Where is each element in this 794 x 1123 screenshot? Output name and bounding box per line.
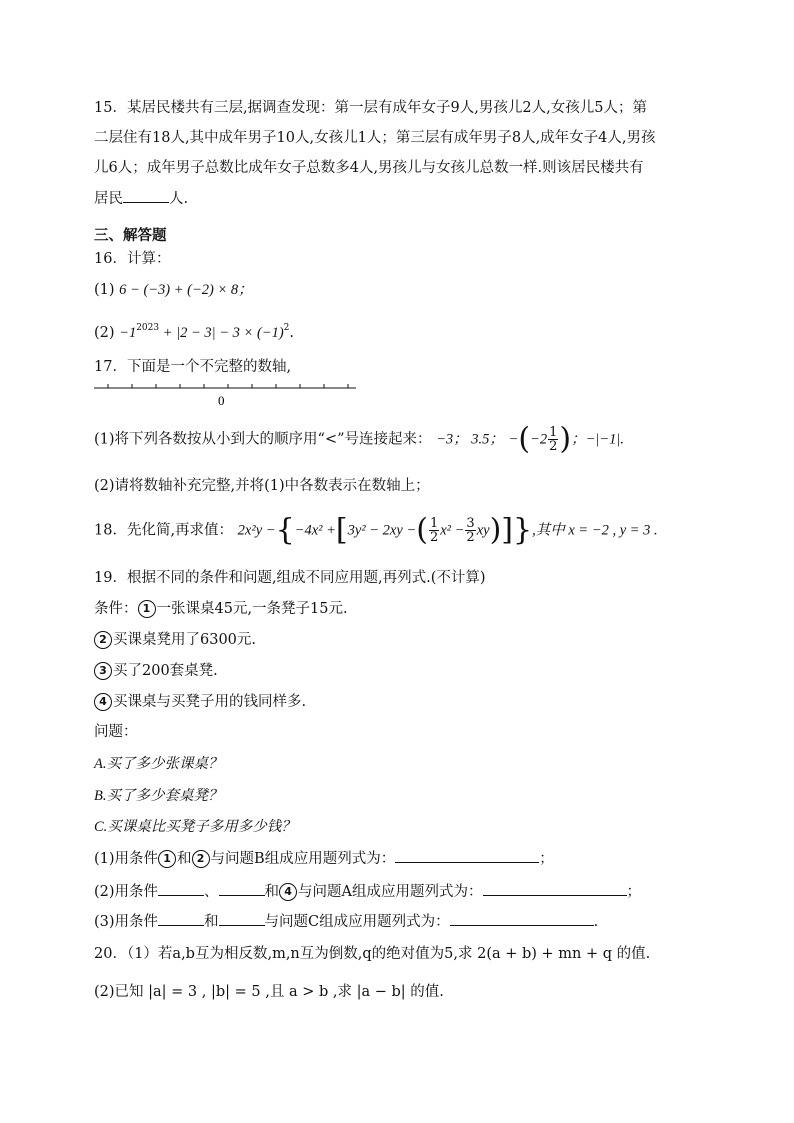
q18-expr-d: x² − [440,522,465,539]
q20-part-1: 20．（1）若a,b互为相反数,m,n互为倒数,q的绝对值为5,求 2(a + b) + mn + q 的值. [94,946,651,962]
q18-expr-b: −4x² + [294,522,336,539]
q18-frac2-num: 3 [466,516,475,531]
q17-p1-label: (1)将下列各数按从小到大的顺序用“<”号连接起来： [94,431,432,448]
q19-s1-post: 与问题B组成应用题列式为： [210,851,396,867]
q19-c4-text: 买课桌与买凳子用的钱同样多. [113,694,307,710]
q16-p2-label: (2) [94,325,115,341]
q19-cond-label: 条件： [94,601,138,617]
q16-p2-rest: + |2 − 3| − 3 × (−1) [159,325,284,341]
q17-part-1: (1)将下列各数按从小到大的顺序用“<”号连接起来： −3； 3.5； −(−2 $\frac{1}{2}$ )；−|−1|. [94,421,625,457]
q19-s2-pre: (2)用条件 [94,884,159,900]
q17-fraction-denominator: 2 [549,439,558,454]
q15-line-2: 二层住有18人,其中成年男子10人,女孩儿1人；第三层有成年男子8人,成年女子4人,男孩 [94,130,656,146]
q17-p1-mixed-whole: −2 [530,431,548,448]
number-line-ticks [108,384,348,388]
q15-line-1: 15．某居民楼共有三层,据调查发现：第一层有成年女子9人,男孩儿2人,女孩儿5人；第 [94,100,647,116]
q17-fraction-numerator: 1 [549,425,558,440]
q19-s1-end: ； [539,851,554,867]
q19-s2-sep: 、 [204,884,219,900]
q17-p1-nums: −3； 3.5； [436,431,504,448]
q18-frac1-num: 1 [429,516,439,531]
q19-s3-answer-blank[interactable] [450,911,594,926]
q19-condition-3 [94,659,218,683]
q15-line-4 [94,187,188,211]
q19-sub-3 [94,910,598,934]
q18-fraction-2 [465,517,475,544]
q16-head: 16．计算： [94,251,171,267]
q19-question-c: C.买课桌比买凳子多用多少钱？ [94,819,296,835]
q19-s3-condition-blank-2[interactable] [219,911,265,926]
q15-line-3: 儿6人；成年男子总数比成年女子总数多4人,男孩儿与女孩儿总数一样.则该居民楼共有 [94,160,644,176]
q19-c2-text: 买课桌凳用了6300元. [113,632,257,648]
number-line [94,378,364,408]
q19-s2-answer-blank[interactable] [483,881,627,896]
q19-s2-end: ； [626,884,642,900]
q16-p2-expr: −1 [119,325,137,341]
q19-sub-2 [94,880,641,904]
q16-p2-end: . [289,325,295,341]
q16-p1-expr: 6 − (−3) + (−2) × 8； [119,282,253,298]
q18: 18．先化简,再求值： 2x²y −{−4x² +[3y² − 2xy −( $\frac{1}{2}$ x² − $\frac{3}{2}$ xy)]},其中 x = −2 , y = 3 . [94,512,658,548]
circled-number-2-icon: 2 [94,631,112,649]
q19-s2-condition-blank-1[interactable] [158,881,204,896]
q19-condition-2 [94,628,256,652]
q19-question-b: B.买了多少套桌凳？ [94,788,223,804]
q18-expr-a: 2x²y − [237,522,276,539]
q19-s3-end: . [593,914,599,930]
q16-p1-label: (1) [94,282,115,298]
circled-number-2-icon: 2 [192,850,210,868]
q19-s1-answer-blank[interactable] [395,848,539,863]
q19-c1-text: 一张课桌45元,一条凳子15元. [156,601,348,617]
q19-s2-post: 与问题A组成应用题列式为： [298,884,483,900]
q18-condition: ,其中 x = −2 , y = 3 . [532,522,658,539]
circled-number-1-icon: 1 [158,850,176,868]
q19-question-a: A.买了多少张课桌？ [94,756,223,772]
q16-part-2 [94,316,294,345]
q17-p1-fraction [548,426,558,453]
q17-p1-last: ；−|−1|. [571,431,625,448]
q19-condition-1 [94,597,348,621]
circled-number-4-icon: 4 [279,883,297,901]
q17-p1-mixed-prefix: − [508,431,519,448]
circled-number-4-icon: 4 [94,693,112,711]
q19-s2-condition-blank-2[interactable] [219,881,265,896]
q17-part-2: (2)请将数轴补充完整,并将(1)中各数表示在数轴上； [94,478,430,494]
q19-s3-and: 和 [204,914,219,930]
q19-s1-pre: (1)用条件 [94,851,159,867]
q19-s2-and: 和 [264,884,280,900]
q17-head: 17．下面是一个不完整的数轴, [94,359,292,375]
q15-answer-blank[interactable] [123,188,169,203]
q19-sub-1 [94,847,554,871]
section-heading: 三、解答题 [94,228,167,244]
q19-s3-pre: (3)用条件 [94,914,159,930]
q20-part-2: (2)已知 |a| = 3 , |b| = 5 ,且 a > b ,求 |a − b| 的值. [94,984,444,1000]
q16-p2-exponent: 2023 [136,323,160,333]
q18-expr-e: xy [476,522,490,539]
q16-part-1 [94,278,253,302]
q15-line-4-post: 人. [169,191,189,207]
q18-head: 18．先化简,再求值： [94,522,234,539]
q18-frac2-den: 2 [466,530,475,545]
q19-condition-4 [94,690,306,714]
q19-s3-condition-blank-1[interactable] [158,911,204,926]
q18-fraction-1 [429,517,439,544]
q19-head: 19．根据不同的条件和问题,组成不同应用题,再列式.(不计算) [94,570,486,586]
q18-frac1-den: 2 [429,530,439,545]
q19-s1-and: 和 [177,851,192,867]
q19-c3-text: 买了200套桌凳. [113,663,218,679]
circled-number-1-icon: 1 [138,600,156,618]
q19-s3-post: 与问题C组成应用题列式为： [264,914,450,930]
q16-p2-exponent-2: 2 [283,323,290,333]
q15-line-4-pre: 居民 [94,191,123,207]
circled-number-3-icon: 3 [94,662,112,680]
q18-expr-c: 3y² − 2xy − [347,522,417,539]
q19-question-label: 问题： [94,724,138,740]
number-line-zero-label: 0 [218,393,225,408]
